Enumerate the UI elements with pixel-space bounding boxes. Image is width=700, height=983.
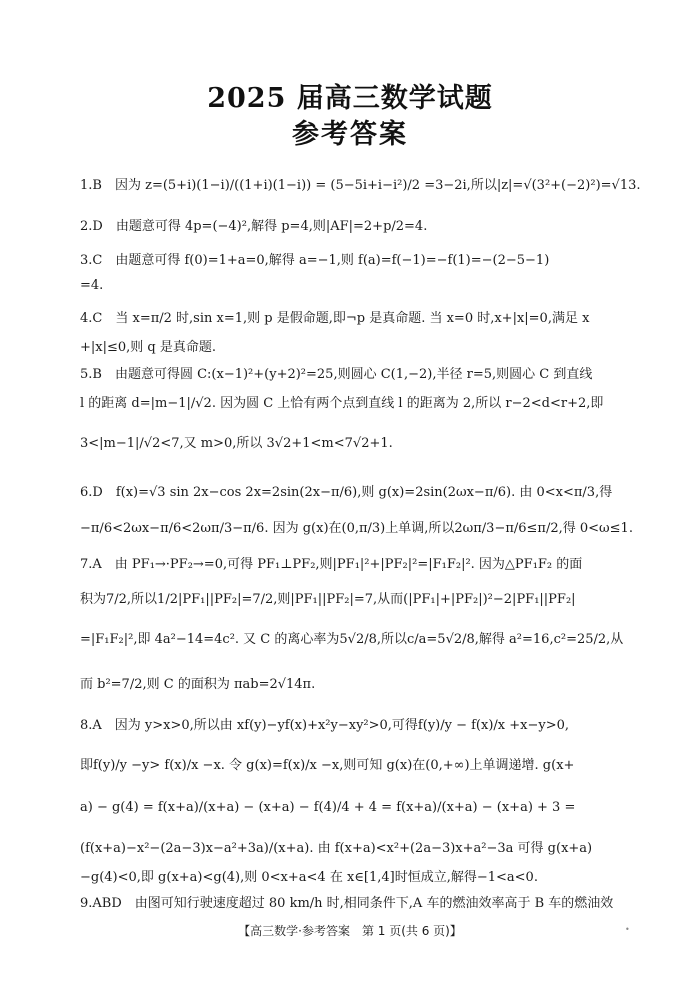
answer-1-line-1: 1.B 因为 z=(5+i)(1−i)/((1+i)(1−i)) = (5−5i+i−i²)/2 =3−2i,所以|z|=√(3²+(−2)²)=√13. <box>80 178 640 193</box>
answer-9-line-1: 9.ABD 由图可知行驶速度超过 80 km/h 时,相同条件下,A 车的燃油效率高于 B 车的燃油效 <box>80 896 614 911</box>
answer-6-line-1: 6.D f(x)=√3 sin 2x−cos 2x=2sin(2x−π/6),则 g(x)=2sin(2ωx−π/6). 由 0<x<π/3,得 <box>80 485 613 500</box>
answer-3-line-1: 3.C 由题意可得 f(0)=1+a=0,解得 a=−1,则 f(a)=f(−1)=−f(1)=−(2−5−1) <box>80 253 550 268</box>
answer-8-line-4: (f(x+a)−x²−(2a−3)x−a²+3a)/(x+a). 由 f(x+a)<x²+(2a−3)x+a²−3a 可得 g(x+a) <box>80 841 593 856</box>
corner-mark: • <box>625 925 630 934</box>
answer-8-line-2: 即f(y)/y −y> f(x)/x −x. 令 g(x)=f(x)/x −x,则可知 g(x)在(0,+∞)上单调递增. g(x+ <box>80 758 575 773</box>
answer-8-line-5: −g(4)<0,即 g(x+a)<g(4),则 0<x+a<4 在 x∈[1,4]时恒成立,解得−1<a<0. <box>80 870 538 885</box>
page-title: 2025 届高三数学试题 <box>207 83 493 114</box>
answer-5-line-3: 3<|m−1|/√2<7,又 m>0,所以 3√2+1<m<7√2+1. <box>80 436 393 451</box>
answer-7-line-3: =|F₁F₂|²,即 4a²−14=4c². 又 C 的离心率为5√2/8,所以c/a=5√2/8,解得 a²=16,c²=25/2,从 <box>80 632 624 647</box>
answer-8-line-3: a) − g(4) = f(x+a)/(x+a) − (x+a) − f(4)/4 + 4 = f(x+a)/(x+a) − (x+a) + 3 = <box>80 800 576 815</box>
answer-6-line-2: −π/6<2ωx−π/6<2ωπ/3−π/6. 因为 g(x)在(0,π/3)上单调,所以2ωπ/3−π/6≤π/2,得 0<ω≤1. <box>80 521 633 536</box>
answer-3-line-2: =4. <box>80 278 104 293</box>
answer-5-line-2: l 的距离 d=|m−1|/√2. 因为圆 C 上恰有两个点到直线 l 的距离为 2,所以 r−2<d<r+2,即 <box>80 396 604 411</box>
answer-7-line-1: 7.A 由 PF₁→·PF₂→=0,可得 PF₁⊥PF₂,则|PF₁|²+|PF₂|²=|F₁F₂|². 因为△PF₁F₂ 的面 <box>80 557 583 572</box>
answer-7-line-4: 而 b²=7/2,则 C 的面积为 πab=2√14π. <box>80 677 316 692</box>
answer-7-line-2: 积为7/2,所以1/2|PF₁||PF₂|=7/2,则|PF₁||PF₂|=7,从而(|PF₁|+|PF₂|)²−2|PF₁||PF₂| <box>80 592 576 607</box>
answer-4-line-2: +|x|≤0,则 q 是真命题. <box>80 340 216 355</box>
page-footer: 【高三数学·参考答案 第 1 页(共 6 页)】 <box>238 924 462 938</box>
page-subtitle: 参考答案 <box>292 119 408 150</box>
answer-8-line-1: 8.A 因为 y>x>0,所以由 xf(y)−yf(x)+x²y−xy²>0,可得f(y)/y − f(x)/x +x−y>0, <box>80 718 569 733</box>
answer-2-line-1: 2.D 由题意可得 4p=(−4)²,解得 p=4,则|AF|=2+p/2=4. <box>80 219 428 234</box>
answer-5-line-1: 5.B 由题意可得圆 C:(x−1)²+(y+2)²=25,则圆心 C(1,−2),半径 r=5,则圆心 C 到直线 <box>80 367 593 382</box>
answer-4-line-1: 4.C 当 x=π/2 时,sin x=1,则 p 是假命题,即¬p 是真命题. 当 x=0 时,x+|x|=0,满足 x <box>80 311 590 326</box>
